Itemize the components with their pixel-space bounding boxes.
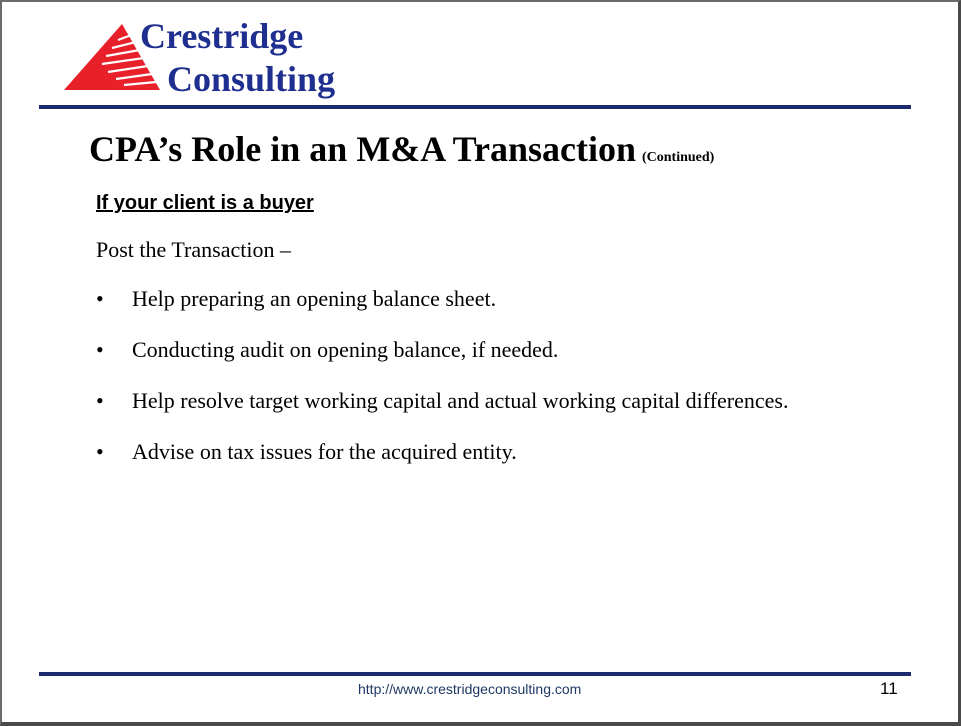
footer-website-link[interactable]: http://www.crestridgeconsulting.com xyxy=(358,681,582,697)
section-subheading: If your client is a buyer xyxy=(96,192,314,214)
bullet-text: Help resolve target working capital and actual working capital differences. xyxy=(132,388,789,413)
bullet-text: Conducting audit on opening balance, if needed. xyxy=(132,337,559,362)
slide-title-text: CPA’s Role in an M&A Transaction xyxy=(89,129,636,169)
footer-divider xyxy=(39,672,911,676)
header-divider xyxy=(39,105,911,109)
bullet-item xyxy=(96,384,796,417)
bullet-list xyxy=(96,282,796,486)
bullet-text: Help preparing an opening balance sheet. xyxy=(132,286,497,311)
slide-title xyxy=(89,126,714,181)
slide-title-suffix: (Continued) xyxy=(642,150,715,165)
bullet-item xyxy=(96,333,796,366)
bullet-text: Advise on tax issues for the acquired entity. xyxy=(132,439,517,464)
logo-text-line2: Consulting xyxy=(167,59,336,99)
page-number: 11 xyxy=(880,679,898,698)
company-logo xyxy=(64,16,354,102)
bullet-item xyxy=(96,282,796,315)
bullet-dot-icon: • xyxy=(96,388,104,413)
intro-text: Post the Transaction – xyxy=(96,237,291,262)
bullet-dot-icon: • xyxy=(96,337,104,362)
bullet-dot-icon: • xyxy=(96,286,104,311)
bullet-dot-icon: • xyxy=(96,439,104,464)
logo-text-line1: Crestridge xyxy=(140,16,304,56)
bullet-item xyxy=(96,435,796,468)
